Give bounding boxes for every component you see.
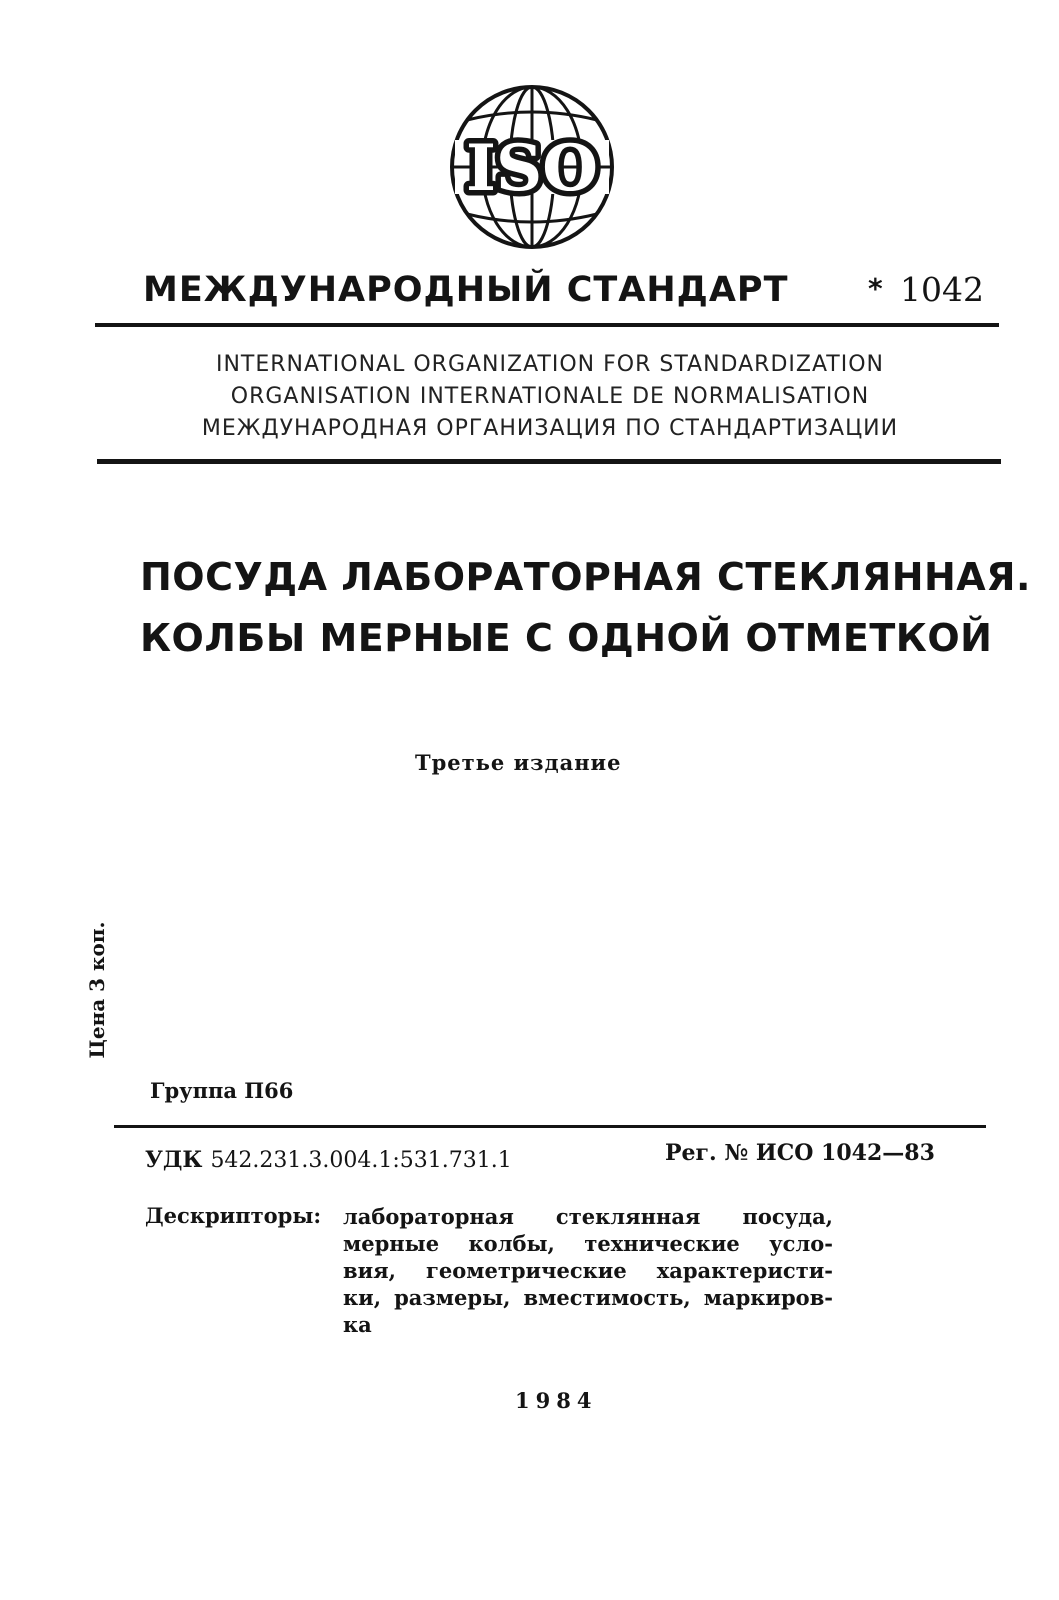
iso-logo-text: ISO: [466, 131, 598, 206]
descriptor-line: мерные колбы, технические усло-: [343, 1231, 833, 1256]
descriptor-line: ка: [343, 1312, 372, 1337]
divider-top: [95, 323, 999, 327]
descriptors-label: Дескрипторы:: [145, 1203, 322, 1228]
registration-number: Рег. № ИСО 1042—83: [665, 1140, 935, 1166]
publication-year: 1984: [515, 1388, 598, 1413]
udc-code: [145, 1147, 512, 1173]
org-name-fr: ORGANISATION INTERNATIONALE DE NORMALISATION: [230, 384, 870, 409]
udc-value: 542.231.3.004.1:531.731.1: [210, 1148, 512, 1173]
standard-star: *: [868, 272, 883, 305]
document-title-line-2: КОЛБЫ МЕРНЫЕ С ОДНОЙ ОТМЕТКОЙ: [140, 616, 993, 660]
descriptor-line: вия, геометрические характеристи-: [343, 1258, 833, 1283]
org-name-ru: МЕЖДУНАРОДНАЯ ОРГАНИЗАЦИЯ ПО СТАНДАРТИЗАЦИИ: [201, 416, 899, 441]
price-label: Цена 3 коп.: [85, 921, 109, 1059]
descriptors-list: [343, 1203, 833, 1338]
standard-title: МЕЖДУНАРОДНЫЙ СТАНДАРТ: [143, 270, 789, 310]
document-title-line-1: ПОСУДА ЛАБОРАТОРНАЯ СТЕКЛЯННАЯ.: [140, 555, 1031, 599]
standard-number: 1042: [900, 270, 984, 309]
divider-middle: [97, 459, 1001, 464]
iso-globe-icon: [447, 82, 617, 252]
standard-header: [143, 270, 984, 320]
edition-label: Третье издание: [415, 750, 622, 775]
group-label: Группа П66: [150, 1078, 294, 1103]
descriptor-line: лабораторная стеклянная посуда,: [343, 1204, 833, 1229]
divider-bottom: [114, 1125, 986, 1128]
descriptor-line: ки, размеры, вместимость, маркиров-: [343, 1285, 833, 1310]
org-name-en: INTERNATIONAL ORGANIZATION FOR STANDARDIZATION: [215, 352, 884, 377]
udc-label: УДК: [145, 1147, 203, 1173]
